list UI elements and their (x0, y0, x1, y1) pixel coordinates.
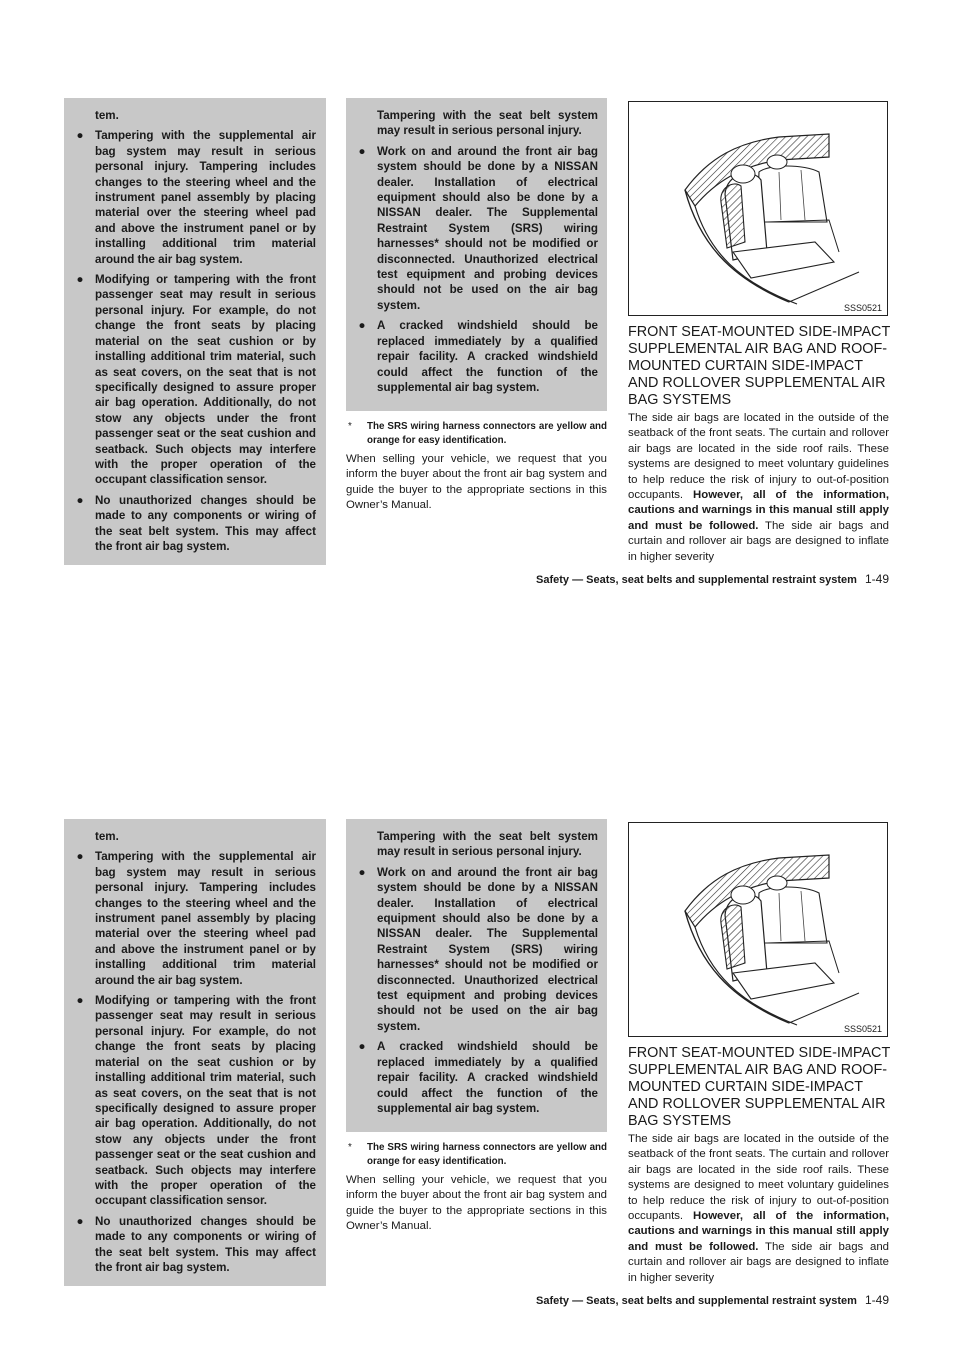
page-number: 1-49 (864, 1293, 889, 1307)
warning-list (356, 865, 598, 1117)
seat-airbag-illustration (628, 101, 888, 316)
warning-bullet: ● Tampering with the supplemental air bag system may result in serious personal injury. Tampering includes changes to the steering wheel and the instrument panel assembly by placing material over the steering wheel pad and above the instrument panel or by installing additional trim material around the air bag system. (74, 849, 316, 988)
bullet-icon: ● (76, 994, 84, 1008)
body-text-right (628, 1132, 889, 1287)
warning-bullet: ● A cracked windshield should be replaced immediately by a qualified repair facility. A cracked windshield could affect the function of the supplemental air bag system. (356, 1039, 598, 1116)
body-paragraph: When selling your vehicle, we request that you inform the buyer about the front air bag system and guide the buyer to the appropriate sections in this Owner’s Manual. (346, 453, 607, 512)
footer-section-title: Safety — Seats, seat belts and supplemental restraint system (536, 1295, 857, 1307)
warning-text (356, 829, 598, 1116)
warning-bullet: ● Tampering with the supplemental air bag system may result in serious personal injury. Tampering includes changes to the steering wheel and the instrument panel assembly by placing material over the steering wheel pad and above the instrument panel or by installing additional trim material around the air bag system. (74, 128, 316, 267)
warning-box-middle (346, 98, 607, 411)
bullet-icon: ● (358, 1040, 366, 1054)
bullet-icon: ● (76, 129, 84, 143)
body-text-right (628, 411, 889, 566)
continued-text: tem. (95, 109, 119, 122)
footnote (346, 420, 607, 448)
emphasis-text: However, all of the information, cautions and warnings in this manual still apply and must be followed. (628, 489, 889, 532)
section-heading: FRONT SEAT-MOUNTED SIDE-IMPACT SUPPLEMENTAL AIR BAG AND ROOF-MOUNTED CURTAIN SIDE-IMPACT AND ROLLOVER SUPPLEMENTAL AIR BAG SYSTEMS (628, 1045, 890, 1129)
bullet-icon: ● (358, 319, 366, 333)
figure-code: SSS0521 (843, 1024, 882, 1034)
emphasis-text: However, all of the information, cautions and warnings in this manual still apply and must be followed. (628, 1210, 889, 1253)
warning-bullet: ● Work on and around the front air bag system should be done by a NISSAN dealer. Installation of electrical equipment should also be done by a NISSAN dealer. The Supplemental Restraint System (SRS) wiring harnesses* should not be modified or disconnected. Unauthorized electrical test equipment and probing devices should not be used on the air bag system. (356, 865, 598, 1034)
footnote-mark: * (348, 1142, 352, 1153)
warning-list (74, 849, 316, 1275)
page-number: 1-49 (864, 572, 889, 586)
bullet-icon: ● (76, 493, 84, 507)
manual-page-top (0, 0, 954, 586)
warning-text (74, 829, 316, 1275)
footnote-text: The SRS wiring harness connectors are yellow and orange for easy identification. (367, 1142, 607, 1167)
bullet-icon: ● (76, 273, 84, 287)
figure-code: SSS0521 (843, 303, 882, 313)
page-footer (536, 1293, 889, 1307)
continued-text: Tampering with the seat belt system may result in serious personal injury. (377, 109, 598, 138)
bullet-icon: ● (358, 865, 366, 879)
footer-section-title: Safety — Seats, seat belts and supplemental restraint system (536, 574, 857, 586)
footnote-text: The SRS wiring harness connectors are yellow and orange for easy identification. (367, 421, 607, 446)
warning-box-left (64, 819, 326, 1286)
warning-box-middle (346, 819, 607, 1132)
warning-bullet: ● No unauthorized changes should be made to any components or wiring of the seat belt system. This may affect the front air bag system. (74, 1214, 316, 1276)
warning-list (74, 128, 316, 554)
vehicle-interior-drawing (629, 823, 886, 1035)
continued-text: tem. (95, 830, 119, 843)
warning-bullet: ● Modifying or tampering with the front passenger seat may result in serious personal injury. For example, do not change the front seats by placing material on the seat cushion or by installing additional trim material, such as seat covers, on the seat that is not specifically designed to assure proper air bag operation. Additionally, do not stow any objects under the front passenger seat or the seat cushion and seatback. Such objects may interfere with the proper operation of the occupant classification sensor. (74, 272, 316, 488)
seat-airbag-illustration (628, 822, 888, 1037)
footnote-mark: * (348, 421, 352, 432)
warning-bullet: ● Work on and around the front air bag system should be done by a NISSAN dealer. Installation of electrical equipment should also be done by a NISSAN dealer. The Supplemental Restraint System (SRS) wiring harnesses* should not be modified or disconnected. Unauthorized electrical test equipment and probing devices should not be used on the air bag system. (356, 144, 598, 313)
manual-page-bottom (0, 721, 954, 1307)
warning-bullet: ● No unauthorized changes should be made to any components or wiring of the seat belt system. This may affect the front air bag system. (74, 493, 316, 555)
body-text-middle (346, 1173, 607, 1235)
page-footer (536, 572, 889, 586)
warning-text (356, 108, 598, 395)
section-heading: FRONT SEAT-MOUNTED SIDE-IMPACT SUPPLEMENTAL AIR BAG AND ROOF-MOUNTED CURTAIN SIDE-IMPACT AND ROLLOVER SUPPLEMENTAL AIR BAG SYSTEMS (628, 324, 890, 408)
bullet-icon: ● (76, 850, 84, 864)
vehicle-interior-drawing (629, 102, 886, 314)
warning-list (356, 144, 598, 396)
warning-bullet: ● Modifying or tampering with the front passenger seat may result in serious personal injury. For example, do not change the front seats by placing material on the seat cushion or by installing additional trim material, such as seat covers, on the seat that is not specifically designed to assure proper air bag operation. Additionally, do not stow any objects under the front passenger seat or the seat cushion and seatback. Such objects may interfere with the proper operation of the occupant classification sensor. (74, 993, 316, 1209)
body-text-middle (346, 452, 607, 514)
warning-box-left (64, 98, 326, 565)
continued-text: Tampering with the seat belt system may result in serious personal injury. (377, 830, 598, 859)
bullet-icon: ● (358, 144, 366, 158)
bullet-icon: ● (76, 1214, 84, 1228)
warning-bullet: ● A cracked windshield should be replaced immediately by a qualified repair facility. A cracked windshield could affect the function of the supplemental air bag system. (356, 318, 598, 395)
body-paragraph: When selling your vehicle, we request that you inform the buyer about the front air bag system and guide the buyer to the appropriate sections in this Owner’s Manual. (346, 1174, 607, 1233)
footnote (346, 1141, 607, 1169)
warning-text (74, 108, 316, 554)
body-paragraph: The side air bags are located in the outside of the seatback of the front seats. The curtain and rollover air bags are located in the side roof rails. These systems are designed to meet voluntary guidelines to help reduce the risk of injury to out-of-position occupants. However, all of the information, cautions and warnings in this manual still apply and must be followed. The side air bags and curtain and rollover air bags are designed to inflate in higher severity (628, 1133, 889, 1284)
body-paragraph: The side air bags are located in the outside of the seatback of the front seats. The curtain and rollover air bags are located in the side roof rails. These systems are designed to meet voluntary guidelines to help reduce the risk of injury to out-of-position occupants. However, all of the information, cautions and warnings in this manual still apply and must be followed. The side air bags and curtain and rollover air bags are designed to inflate in higher severity (628, 412, 889, 563)
